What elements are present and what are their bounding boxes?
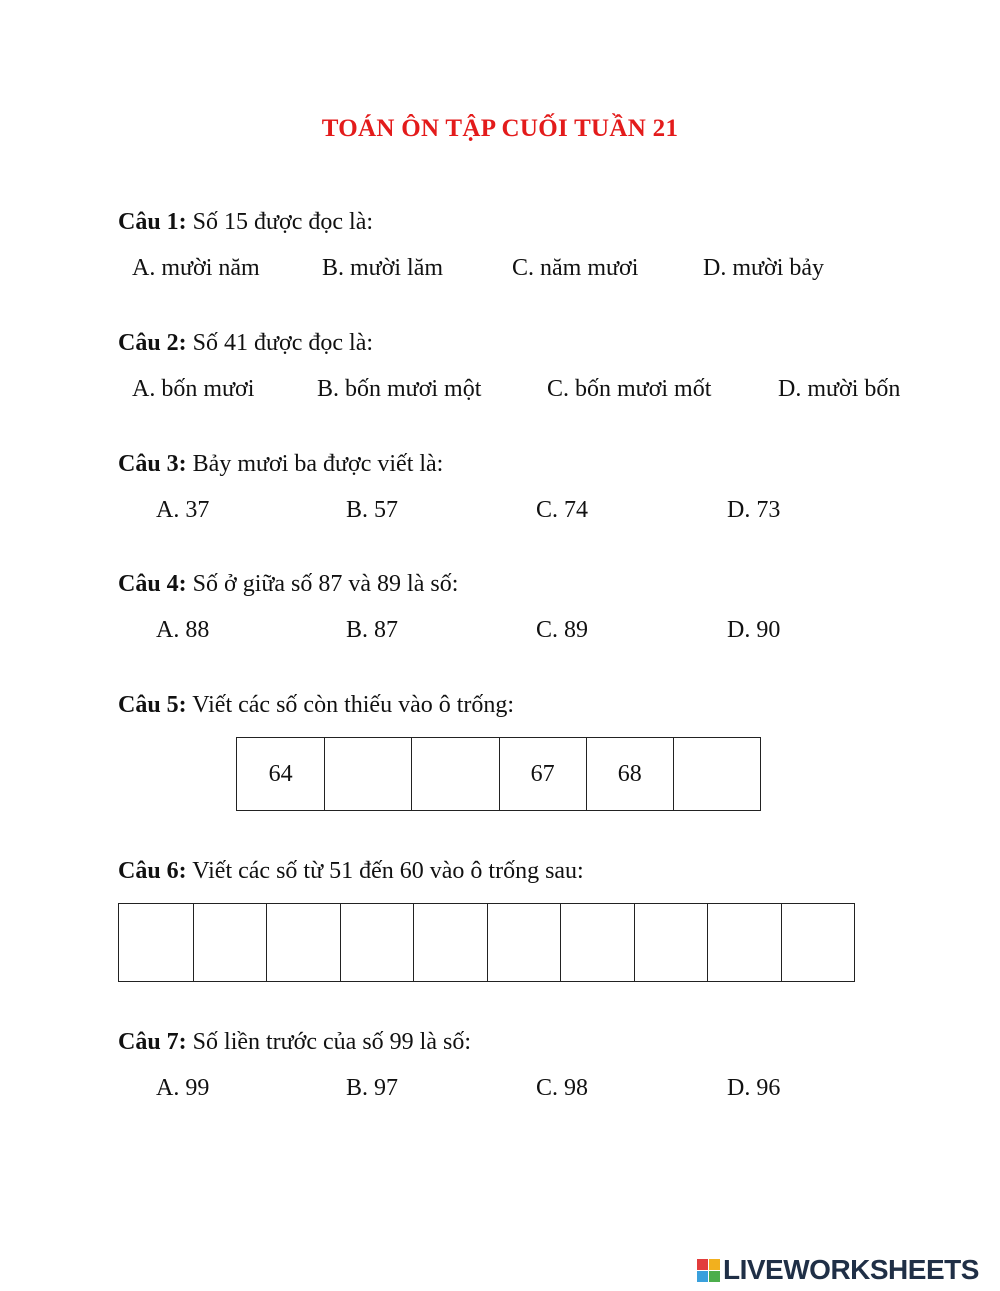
question-2-label: Câu 2: [118, 330, 187, 356]
grid-cell-input[interactable] [119, 904, 193, 981]
question-4-label: Câu 4: [118, 571, 187, 597]
grid-cell-input[interactable] [411, 738, 498, 810]
grid-cell-input[interactable] [193, 904, 267, 981]
question-6-label: Câu 6: [118, 858, 187, 884]
liveworksheets-logo-icon [697, 1259, 720, 1282]
question-1-label: Câu 1: [118, 209, 187, 235]
question-5 [118, 692, 514, 719]
question-2-option-d[interactable]: D. mười bốn [778, 376, 901, 402]
question-2-option-a[interactable]: A. bốn mươi [132, 376, 255, 402]
question-6-text: Viết các số từ 51 đến 60 vào ô trống sau: [192, 858, 584, 884]
logo-block-icon [709, 1259, 720, 1270]
question-4-option-c[interactable]: C. 89 [536, 617, 589, 643]
question-3 [118, 451, 443, 478]
question-2-text: Số 41 được đọc là: [192, 330, 374, 356]
question-1-option-b[interactable]: B. mười lăm [322, 255, 444, 281]
question-4-text: Số ở giữa số 87 và 89 là số: [192, 571, 459, 597]
question-4-option-d[interactable]: D. 90 [727, 617, 781, 643]
grid-cell-input[interactable] [487, 904, 561, 981]
question-3-option-d[interactable]: D. 73 [727, 497, 781, 523]
question-1-option-a[interactable]: A. mười năm [132, 255, 260, 281]
question-1-option-d[interactable]: D. mười bảy [703, 255, 825, 281]
logo-block-icon [709, 1271, 720, 1282]
question-4 [118, 571, 458, 598]
grid-cell: 67 [499, 738, 586, 810]
question-7-option-c[interactable]: C. 98 [536, 1075, 589, 1101]
logo-block-icon [697, 1259, 708, 1270]
question-3-label: Câu 3: [118, 451, 187, 477]
liveworksheets-logo[interactable] [697, 1255, 979, 1285]
grid-cell-input[interactable] [340, 904, 414, 981]
question-7-label: Câu 7: [118, 1029, 187, 1055]
page-title: TOÁN ÔN TẬP CUỐI TUẦN 21 [321, 115, 679, 142]
question-2-option-b[interactable]: B. bốn mươi một [317, 376, 482, 402]
grid-cell-input[interactable] [781, 904, 855, 981]
question-1-text: Số 15 được đọc là: [192, 209, 374, 235]
question-6-number-grid [118, 903, 855, 982]
question-7-option-a[interactable]: A. 99 [156, 1075, 210, 1101]
grid-cell-input[interactable] [634, 904, 708, 981]
question-3-option-b[interactable]: B. 57 [346, 497, 399, 523]
question-4-option-a[interactable]: A. 88 [156, 617, 210, 643]
grid-cell: 68 [586, 738, 673, 810]
grid-cell-input[interactable] [673, 738, 760, 810]
question-1-option-c[interactable]: C. năm mươi [512, 255, 639, 281]
grid-cell: 64 [268, 760, 293, 787]
question-1 [118, 209, 373, 236]
question-2-option-c[interactable]: C. bốn mươi mốt [547, 376, 712, 402]
grid-cell-input[interactable] [560, 904, 634, 981]
question-5-label: Câu 5: [118, 692, 187, 718]
grid-cell-input[interactable] [707, 904, 781, 981]
question-3-text: Bảy mươi ba được viết là: [192, 451, 444, 477]
grid-cell-input[interactable] [413, 904, 487, 981]
question-5-text: Viết các số còn thiếu vào ô trống: [192, 692, 515, 718]
question-5-number-grid [236, 737, 761, 811]
question-2 [118, 330, 373, 357]
question-7 [118, 1029, 471, 1056]
logo-text: LIVEWORKSHEETS [723, 1254, 979, 1285]
question-3-option-a[interactable]: A. 37 [156, 497, 210, 523]
question-7-text: Số liền trước của số 99 là số: [192, 1029, 471, 1055]
question-6 [118, 858, 584, 885]
question-4-option-b[interactable]: B. 87 [346, 617, 399, 643]
grid-cell-input[interactable] [324, 738, 411, 810]
grid-cell-input[interactable] [266, 904, 340, 981]
question-7-option-b[interactable]: B. 97 [346, 1075, 399, 1101]
question-3-option-c[interactable]: C. 74 [536, 497, 589, 523]
question-7-option-d[interactable]: D. 96 [727, 1075, 781, 1101]
logo-block-icon [697, 1271, 708, 1282]
